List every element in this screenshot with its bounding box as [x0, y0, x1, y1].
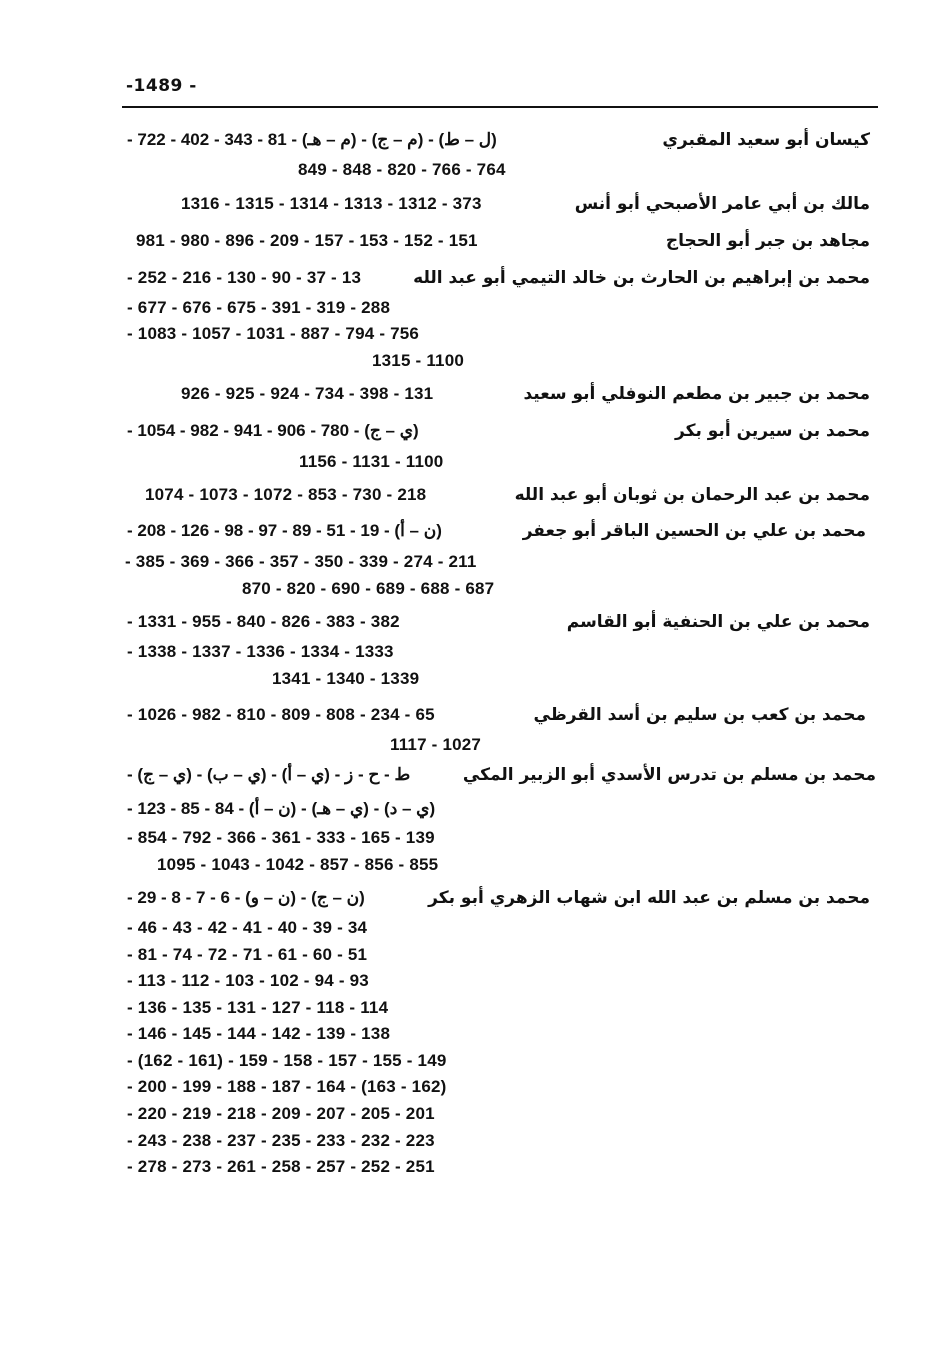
entry-refs-line: 849 - 848 - 820 - 766 - 764 — [298, 160, 506, 179]
entry-refs-line: - 722 - 402 - 343 - 81 - (م – هـ) - (م – ج) - (ل – ط) — [127, 130, 497, 149]
entry-name: محمد بن مسلم بن تدرس الأسدي أبو الزبير المكي — [462, 765, 876, 785]
entry-name: محمد بن عبد الرحمان بن ثوبان أبو عبد الله — [514, 485, 870, 505]
entry-name: محمد بن كعب بن سليم بن أسد القرظي — [533, 705, 866, 725]
entry-refs-line: - 113 - 112 - 103 - 102 - 94 - 93 — [127, 971, 369, 990]
entry-refs-line: 981 - 980 - 896 - 209 - 157 - 153 - 152 - 151 — [136, 231, 478, 250]
entry-refs-line: - 136 - 135 - 131 - 127 - 118 - 114 — [127, 998, 389, 1017]
entry-name: مجاهد بن جبر أبو الحجاج — [665, 231, 870, 251]
entry-refs-line: - 208 - 126 - 98 - 97 - 89 - 51 - 19 - (ن – أ) — [127, 521, 442, 540]
entry-refs-line: - 385 - 369 - 366 - 357 - 350 - 339 - 274 - 211 — [125, 552, 477, 571]
entry-name: مالك بن أبي عامر الأصبحي أبو أنس — [574, 194, 870, 214]
entry-refs-line: 1074 - 1073 - 1072 - 853 - 730 - 218 — [145, 485, 427, 504]
entry-refs-line: - 1338 - 1337 - 1336 - 1334 - 1333 — [127, 642, 394, 661]
entry-refs-line: - 252 - 216 - 130 - 90 - 37 - 13 — [127, 268, 362, 287]
entry-refs-line: - 123 - 85 - 84 - (ن – أ) - (ي – هـ) - (ي – د) — [127, 799, 436, 818]
entry-name: محمد بن مسلم بن عبد الله ابن شهاب الزهري أبو بكر — [428, 888, 870, 908]
entry-refs-line: 1117 - 1027 — [390, 735, 482, 754]
entry-refs-line: - (ي – ج) - (ي – ب) - (ي – أ) - ط - ح - ز — [127, 765, 411, 784]
entry-name: كيسان أبو سعيد المقبري — [662, 130, 870, 150]
entry-refs-line: - 243 - 238 - 237 - 235 - 233 - 232 - 223 — [127, 1131, 435, 1150]
entry-refs-line: - 278 - 273 - 261 - 258 - 257 - 252 - 251 — [127, 1157, 435, 1176]
entry-refs-line: - 677 - 676 - 675 - 391 - 319 - 288 — [127, 298, 391, 317]
entry-name: محمد بن علي بن الحسين الباقر أبو جعفر — [522, 521, 866, 541]
entry-refs-line: - 220 - 219 - 218 - 209 - 207 - 205 - 201 — [127, 1104, 435, 1123]
entry-refs-line: - 81 - 74 - 72 - 71 - 61 - 60 - 51 — [127, 945, 368, 964]
entry-refs-line: - 1054 - 982 - 941 - 906 - 780 - (ي – ج) — [127, 421, 419, 440]
entry-refs-line: 870 - 820 - 690 - 689 - 688 - 687 — [242, 579, 495, 598]
entry-refs-line: 1315 - 1100 — [372, 351, 465, 370]
page-number: -1489 - — [126, 76, 197, 96]
entry-refs-line: - 1026 - 982 - 810 - 809 - 808 - 234 - 65 — [127, 705, 435, 724]
entry-name: محمد بن إبراهيم بن الحارث بن خالد التيمي أبو عبد الله — [413, 268, 870, 288]
entry-refs-line: - 200 - 199 - 188 - 187 - 164 - (163 - 162) — [127, 1077, 447, 1096]
entry-refs-line: 1341 - 1340 - 1339 — [272, 669, 420, 688]
entry-refs-line: 1156 - 1131 - 1100 — [299, 452, 444, 471]
entry-name: محمد بن سيرين أبو بكر — [675, 421, 870, 441]
entry-refs-line: 1316 - 1315 - 1314 - 1313 - 1312 - 373 — [181, 194, 482, 213]
entry-refs-line: 1095 - 1043 - 1042 - 857 - 856 - 855 — [157, 855, 439, 874]
entry-refs-line: - 854 - 792 - 366 - 361 - 333 - 165 - 139 — [127, 828, 435, 847]
entry-refs-line: - 1331 - 955 - 840 - 826 - 383 - 382 — [127, 612, 400, 631]
entry-refs-line: - 1083 - 1057 - 1031 - 887 - 794 - 756 — [127, 324, 420, 343]
entry-name: محمد بن جبير بن مطعم النوفلي أبو سعيد — [523, 384, 870, 404]
entry-refs-line: 926 - 925 - 924 - 734 - 398 - 131 — [181, 384, 434, 403]
entry-name: محمد بن علي بن الحنفية أبو القاسم — [566, 612, 870, 632]
entry-refs-line: - 146 - 145 - 144 - 142 - 139 - 138 — [127, 1024, 391, 1043]
entry-refs-line: - 29 - 8 - 7 - 6 - (ن – و) - (ن – ج) — [127, 888, 365, 907]
entry-refs-line: - 46 - 43 - 42 - 41 - 40 - 39 - 34 — [127, 918, 368, 937]
entry-refs-line: - (162 - 161) - 159 - 158 - 157 - 155 - 149 — [127, 1051, 447, 1070]
